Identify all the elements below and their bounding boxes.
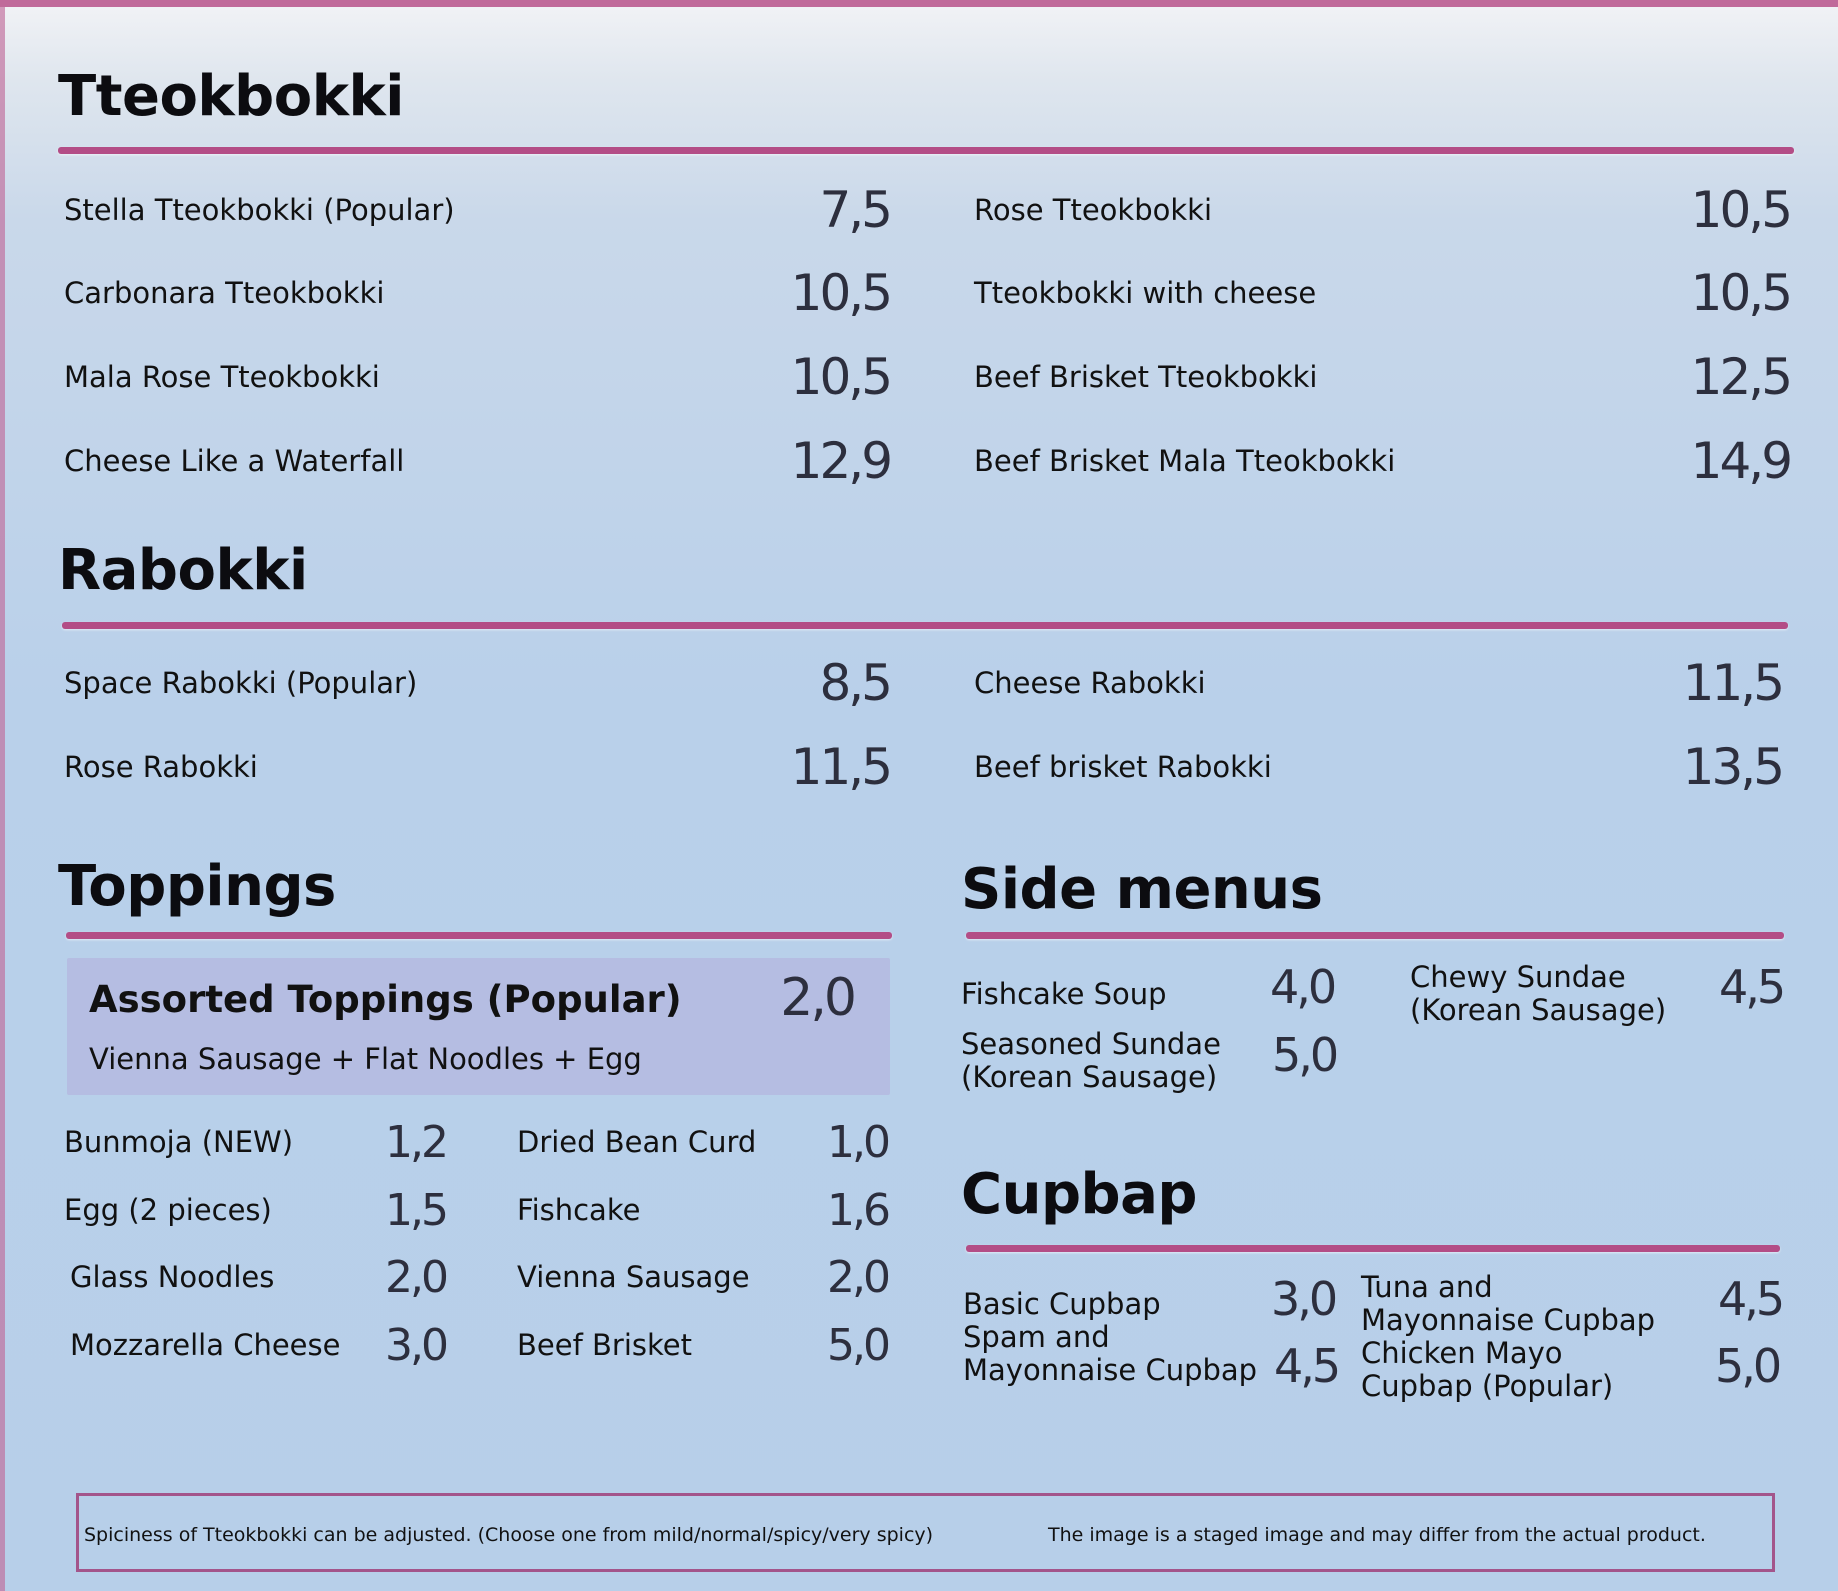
cupbap-heading: Cupbap <box>961 1162 1198 1227</box>
menu-item-row <box>64 262 890 324</box>
item-price: 5,0 <box>1715 1339 1780 1393</box>
item-name-line2: (Korean Sausage) <box>1410 993 1667 1027</box>
item-name: Beef Brisket <box>517 1328 692 1362</box>
rabokki-divider <box>62 622 1788 629</box>
assorted-toppings-price: 2,0 <box>780 968 854 1028</box>
item-name: Mozzarella Cheese <box>70 1328 341 1362</box>
item-price: 4,0 <box>1270 960 1335 1014</box>
assorted-toppings-description: Vienna Sausage + Flat Noodles + Egg <box>89 1042 642 1076</box>
item-name-line2: Cupbap (Popular) <box>1361 1369 1614 1403</box>
item-price: 4,5 <box>1719 960 1784 1014</box>
topping-row <box>517 1317 888 1373</box>
item-name-line1: Spam and <box>963 1320 1110 1354</box>
item-name: Rose Tteokbokki <box>974 193 1213 227</box>
toppings-divider <box>66 932 892 939</box>
item-name-line2: (Korean Sausage) <box>961 1060 1218 1094</box>
item-name: Vienna Sausage <box>517 1260 750 1294</box>
menu-item-row <box>974 179 1790 241</box>
item-name-line1: Tuna and <box>1361 1270 1493 1304</box>
item-name: Rose Rabokki <box>64 750 258 784</box>
menu-item-row <box>64 430 890 492</box>
item-name: Fishcake <box>517 1193 641 1227</box>
item-name: Dried Bean Curd <box>517 1125 757 1159</box>
item-price: 12,5 <box>1690 348 1790 406</box>
side-menus-heading: Side menus <box>961 857 1323 922</box>
assorted-toppings-box <box>67 958 890 1095</box>
toppings-heading: Toppings <box>58 854 336 919</box>
item-name: Cheese Rabokki <box>974 666 1206 700</box>
item-name: Space Rabokki (Popular) <box>64 666 418 700</box>
topping-row <box>64 1182 446 1238</box>
item-name: Tteokbokki with cheese <box>974 276 1317 310</box>
item-price: 4,5 <box>1718 1272 1783 1326</box>
item-price: 4,5 <box>1274 1339 1339 1393</box>
item-name-line2: Mayonnaise Cupbap <box>1361 1303 1656 1337</box>
topping-row <box>70 1317 446 1373</box>
item-price: 14,9 <box>1690 432 1790 490</box>
item-price: 8,5 <box>819 654 890 712</box>
image-disclaimer-note: The image is a staged image and may differ from the actual product. <box>1048 1524 1706 1546</box>
item-price: 7,5 <box>819 181 890 239</box>
top-border <box>0 0 1838 7</box>
tteokbokki-divider <box>58 147 1794 154</box>
item-price: 1,5 <box>385 1184 446 1236</box>
assorted-toppings-name: Assorted Toppings (Popular) <box>89 978 682 1021</box>
menu-item-row <box>974 262 1790 324</box>
side-menus-divider <box>966 932 1784 939</box>
item-name: Beef brisket Rabokki <box>974 750 1272 784</box>
item-price: 11,5 <box>790 738 890 796</box>
item-price: 5,0 <box>1272 1028 1337 1082</box>
item-name-line1: Chicken Mayo <box>1361 1336 1563 1370</box>
item-price: 11,5 <box>1682 654 1782 712</box>
item-price: 10,5 <box>790 348 890 406</box>
item-name-line1: Chewy Sundae <box>1410 960 1626 994</box>
menu-item-row <box>974 430 1790 492</box>
topping-row <box>64 1114 446 1170</box>
item-price: 13,5 <box>1682 738 1782 796</box>
menu-item-row <box>64 736 890 798</box>
item-price: 1,0 <box>827 1116 888 1168</box>
item-price: 3,0 <box>385 1319 446 1371</box>
item-name: Stella Tteokbokki (Popular) <box>64 193 455 227</box>
menu-item-row <box>974 736 1782 798</box>
item-name: Beef Brisket Tteokbokki <box>974 360 1318 394</box>
item-price: 2,0 <box>385 1251 446 1303</box>
item-price: 10,5 <box>1690 264 1790 322</box>
menu-item-row <box>64 179 890 241</box>
menu-item-row <box>64 346 890 408</box>
topping-row <box>70 1249 446 1305</box>
item-name-line2: Mayonnaise Cupbap <box>963 1353 1258 1387</box>
item-price: 1,6 <box>827 1184 888 1236</box>
menu-item-row <box>64 652 890 714</box>
menu-item-row <box>974 346 1790 408</box>
item-name-line1: Seasoned Sundae <box>961 1027 1221 1061</box>
topping-row <box>517 1249 888 1305</box>
spiciness-note: Spiciness of Tteokbokki can be adjusted. (Choose one from mild/normal/spicy/very spicy) <box>84 1524 934 1546</box>
item-price: 5,0 <box>827 1319 888 1371</box>
item-name: Fishcake Soup <box>961 977 1167 1011</box>
item-price: 1,2 <box>385 1116 446 1168</box>
topping-row <box>517 1182 888 1238</box>
topping-row <box>517 1114 888 1170</box>
item-price: 2,0 <box>827 1251 888 1303</box>
item-name: Carbonara Tteokbokki <box>64 276 385 310</box>
item-name: Bunmoja (NEW) <box>64 1125 294 1159</box>
tteokbokki-heading: Tteokbokki <box>58 64 404 129</box>
item-price: 10,5 <box>790 264 890 322</box>
cupbap-divider <box>966 1245 1780 1252</box>
item-name: Basic Cupbap <box>963 1287 1161 1321</box>
item-price: 3,0 <box>1271 1272 1336 1326</box>
left-border <box>0 0 5 1591</box>
item-price: 10,5 <box>1690 181 1790 239</box>
item-price: 12,9 <box>790 432 890 490</box>
rabokki-heading: Rabokki <box>58 538 308 603</box>
item-name: Glass Noodles <box>70 1260 275 1294</box>
item-name: Beef Brisket Mala Tteokbokki <box>974 444 1396 478</box>
item-name: Cheese Like a Waterfall <box>64 444 405 478</box>
menu-item-row <box>974 652 1782 714</box>
item-name: Egg (2 pieces) <box>64 1193 272 1227</box>
footer-notice-box <box>76 1493 1775 1572</box>
item-name: Mala Rose Tteokbokki <box>64 360 380 394</box>
